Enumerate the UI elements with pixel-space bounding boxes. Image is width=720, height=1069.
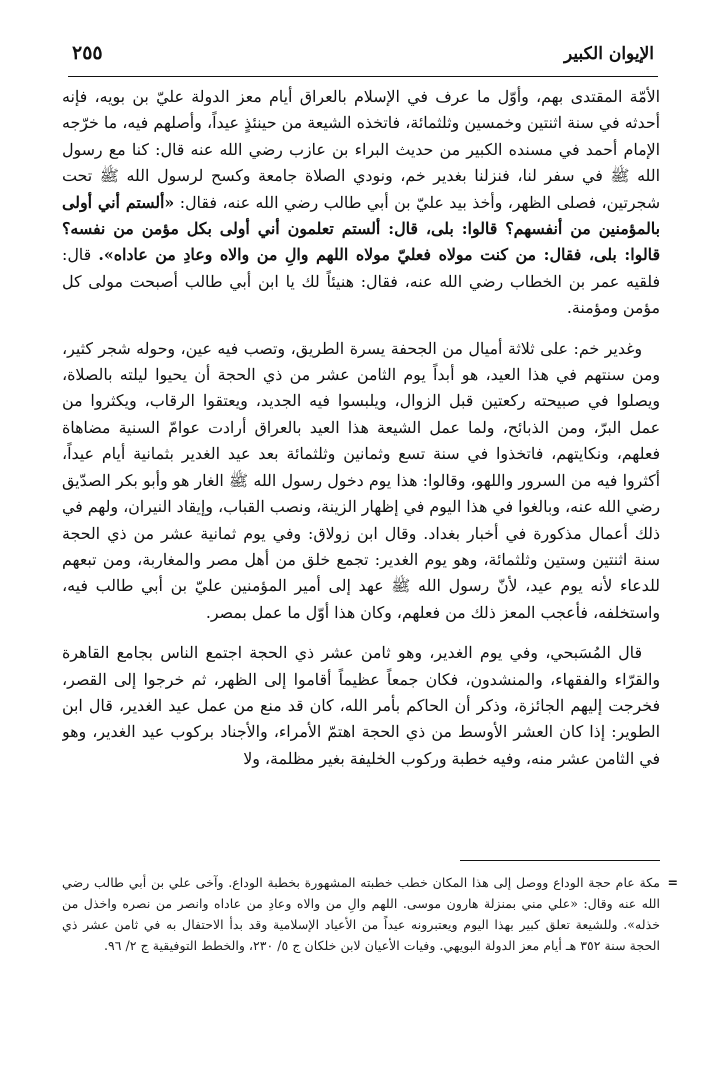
paragraph-3: قال المُسَبحي، وفي يوم الغدير، وهو ثامن عشر ذي الحجة اجتمع الناس بجامع القاهرة والقرّاء والفقهاء، والمنشدون، فكان جمعاً عظيماً أقاموا إلى الظهر، ثم خرجوا إلى القصر، فخرجت إليهم الجائزة، وذكر أن الحاكم بأمر الله، كان قد منع من عمل عيد الغدير، قال ابن الطوير: إذا كان العشر الأوسط من ذي الحجة اهتمّ الأمراء، والأجناد بركوب عيد الغدير، وهو في الثامن عشر منه، وفيه خطبة وركوب الخليفة بغير مظلمة، ولا <box>62 643 660 768</box>
page-number: ٢٥٥ <box>72 42 103 64</box>
paragraph-1-intro: الأمّة المقتدى بهم، وأوّل ما عرف في الإسلام بالعراق أيام معز الدولة عليّ بن بويه، فإنه أحدثه في سنة اثنتين وخمسين وثلثمائة، فاتخذه الشيعة من حينئذٍ عيداً، وأصلهم فيه، ما خرّجه الإمام أحمد في مسنده الكبير من حديث البراء بن عازب رضي الله عنه قال: كنا مع رسول الله ﷺ في سفر لنا، فنزلنا بغدير خم، ونودي الصلاة جامعة وكسح لرسول الله ﷺ تحت شجرتين، فصلى الظهر، وأخذ بيد عليّ بن أبي طالب رضي الله عنه، فقال: <box>62 87 660 212</box>
paragraph-1-end: قال: فلقيه عمر بن الخطاب رضي الله عنه، فقال: هنيئاً لك يا ابن أبي طالب أصبحت مولى كل مؤمن ومؤمنة. <box>62 245 660 318</box>
footnote <box>62 872 678 956</box>
main-text <box>62 84 660 844</box>
footnote-divider <box>460 860 660 861</box>
hadith-quote: «ألستم أني أولى بالمؤمنين من أنفسهم؟ قالوا: بلى، قال: ألستم تعلمون أني أولى بكل مؤمن من نفسه؟ قالوا: بلى، فقال: من كنت مولاه فعليّ مولاه اللهم والِ من والاه وعادِ من عاداه». <box>62 192 660 265</box>
footnote-text: مكة عام حجة الوداع ووصل إلى هذا المكان خطب خطبته المشهورة بخطبة الوداع. وآخى علي بن أبي طالب رضي الله عنه وقال: «علي مني بمنزلة هارون موسى. اللهم والِ من والاه وعادِ من عاداه وانصر من نصره واخذل من خذله». وللشيعة تعلق كبير بهذا اليوم ويعتبرونه عيداً من الأعياد الإسلامية وقد بدأ الاحتفال به في ثامن عشر ذي الحجة سنة ٣٥٢ هـ أيام معز الدولة البويهي. وفيات الأعيان لابن خلكان ج ٥/ ٢٣٠، والخطط التوفيقية ج ٢/ ٩٦. <box>62 875 660 953</box>
paragraph-2: وغدير خم: على ثلاثة أميال من الجحفة يسرة الطريق، وتصب فيه عين، وحوله شجر كثير، ومن سنتهم في هذا العيد، هو أبداً يوم الثامن عشر من ذي الحجة أن يحيوا ليلته بالصلاة، ويصلوا في صبيحته ركعتين قبل الزوال، ويلبسوا فيه الجديد، ويعتقوا الرقاب، ويكثروا من عمل البرّ، ومن الذبائح، ولما عمل الشيعة هذا العيد بالعراق أرادت عوامّ السنية مضاهاة فعلهم، ونكايتهم، فاتخذوا في سنة تسع وثمانين وثلثمائة بعد عيد الغدير بثمانية أيام عيداً، أكثروا فيه من السرور واللهو، وقالوا: هذا يوم دخول رسول الله ﷺ الغار هو وأبو بكر الصدّيق رضي الله عنه، وبالغوا في هذا اليوم في إظهار الزينة، ونصب القباب، وإيقاد النيران، ولهم في ذلك أعمال مذكورة في أخبار بغداد. وقال ابن زولاق: وفي يوم ثمانية عشر من ذي الحجة سنة اثنتين وستين وثلثمائة، وهو يوم الغدير: تجمع خلق من أهل مصر والمغاربة، ومن تبعهم للدعاء لأنه يوم عيد، لأنّ رسول الله ﷺ عهد إلى أمير المؤمنين عليّ بن أبي طالب فيه، واستخلفه، فأعجب المعز ذلك من فعلهم، وكان هذا أوّل ما عمل بمصر. <box>62 338 660 622</box>
paragraph-1 <box>62 84 660 322</box>
running-title: الإيوان الكبير <box>564 44 654 64</box>
footnote-marker: = <box>667 875 678 890</box>
page-header <box>68 36 658 77</box>
